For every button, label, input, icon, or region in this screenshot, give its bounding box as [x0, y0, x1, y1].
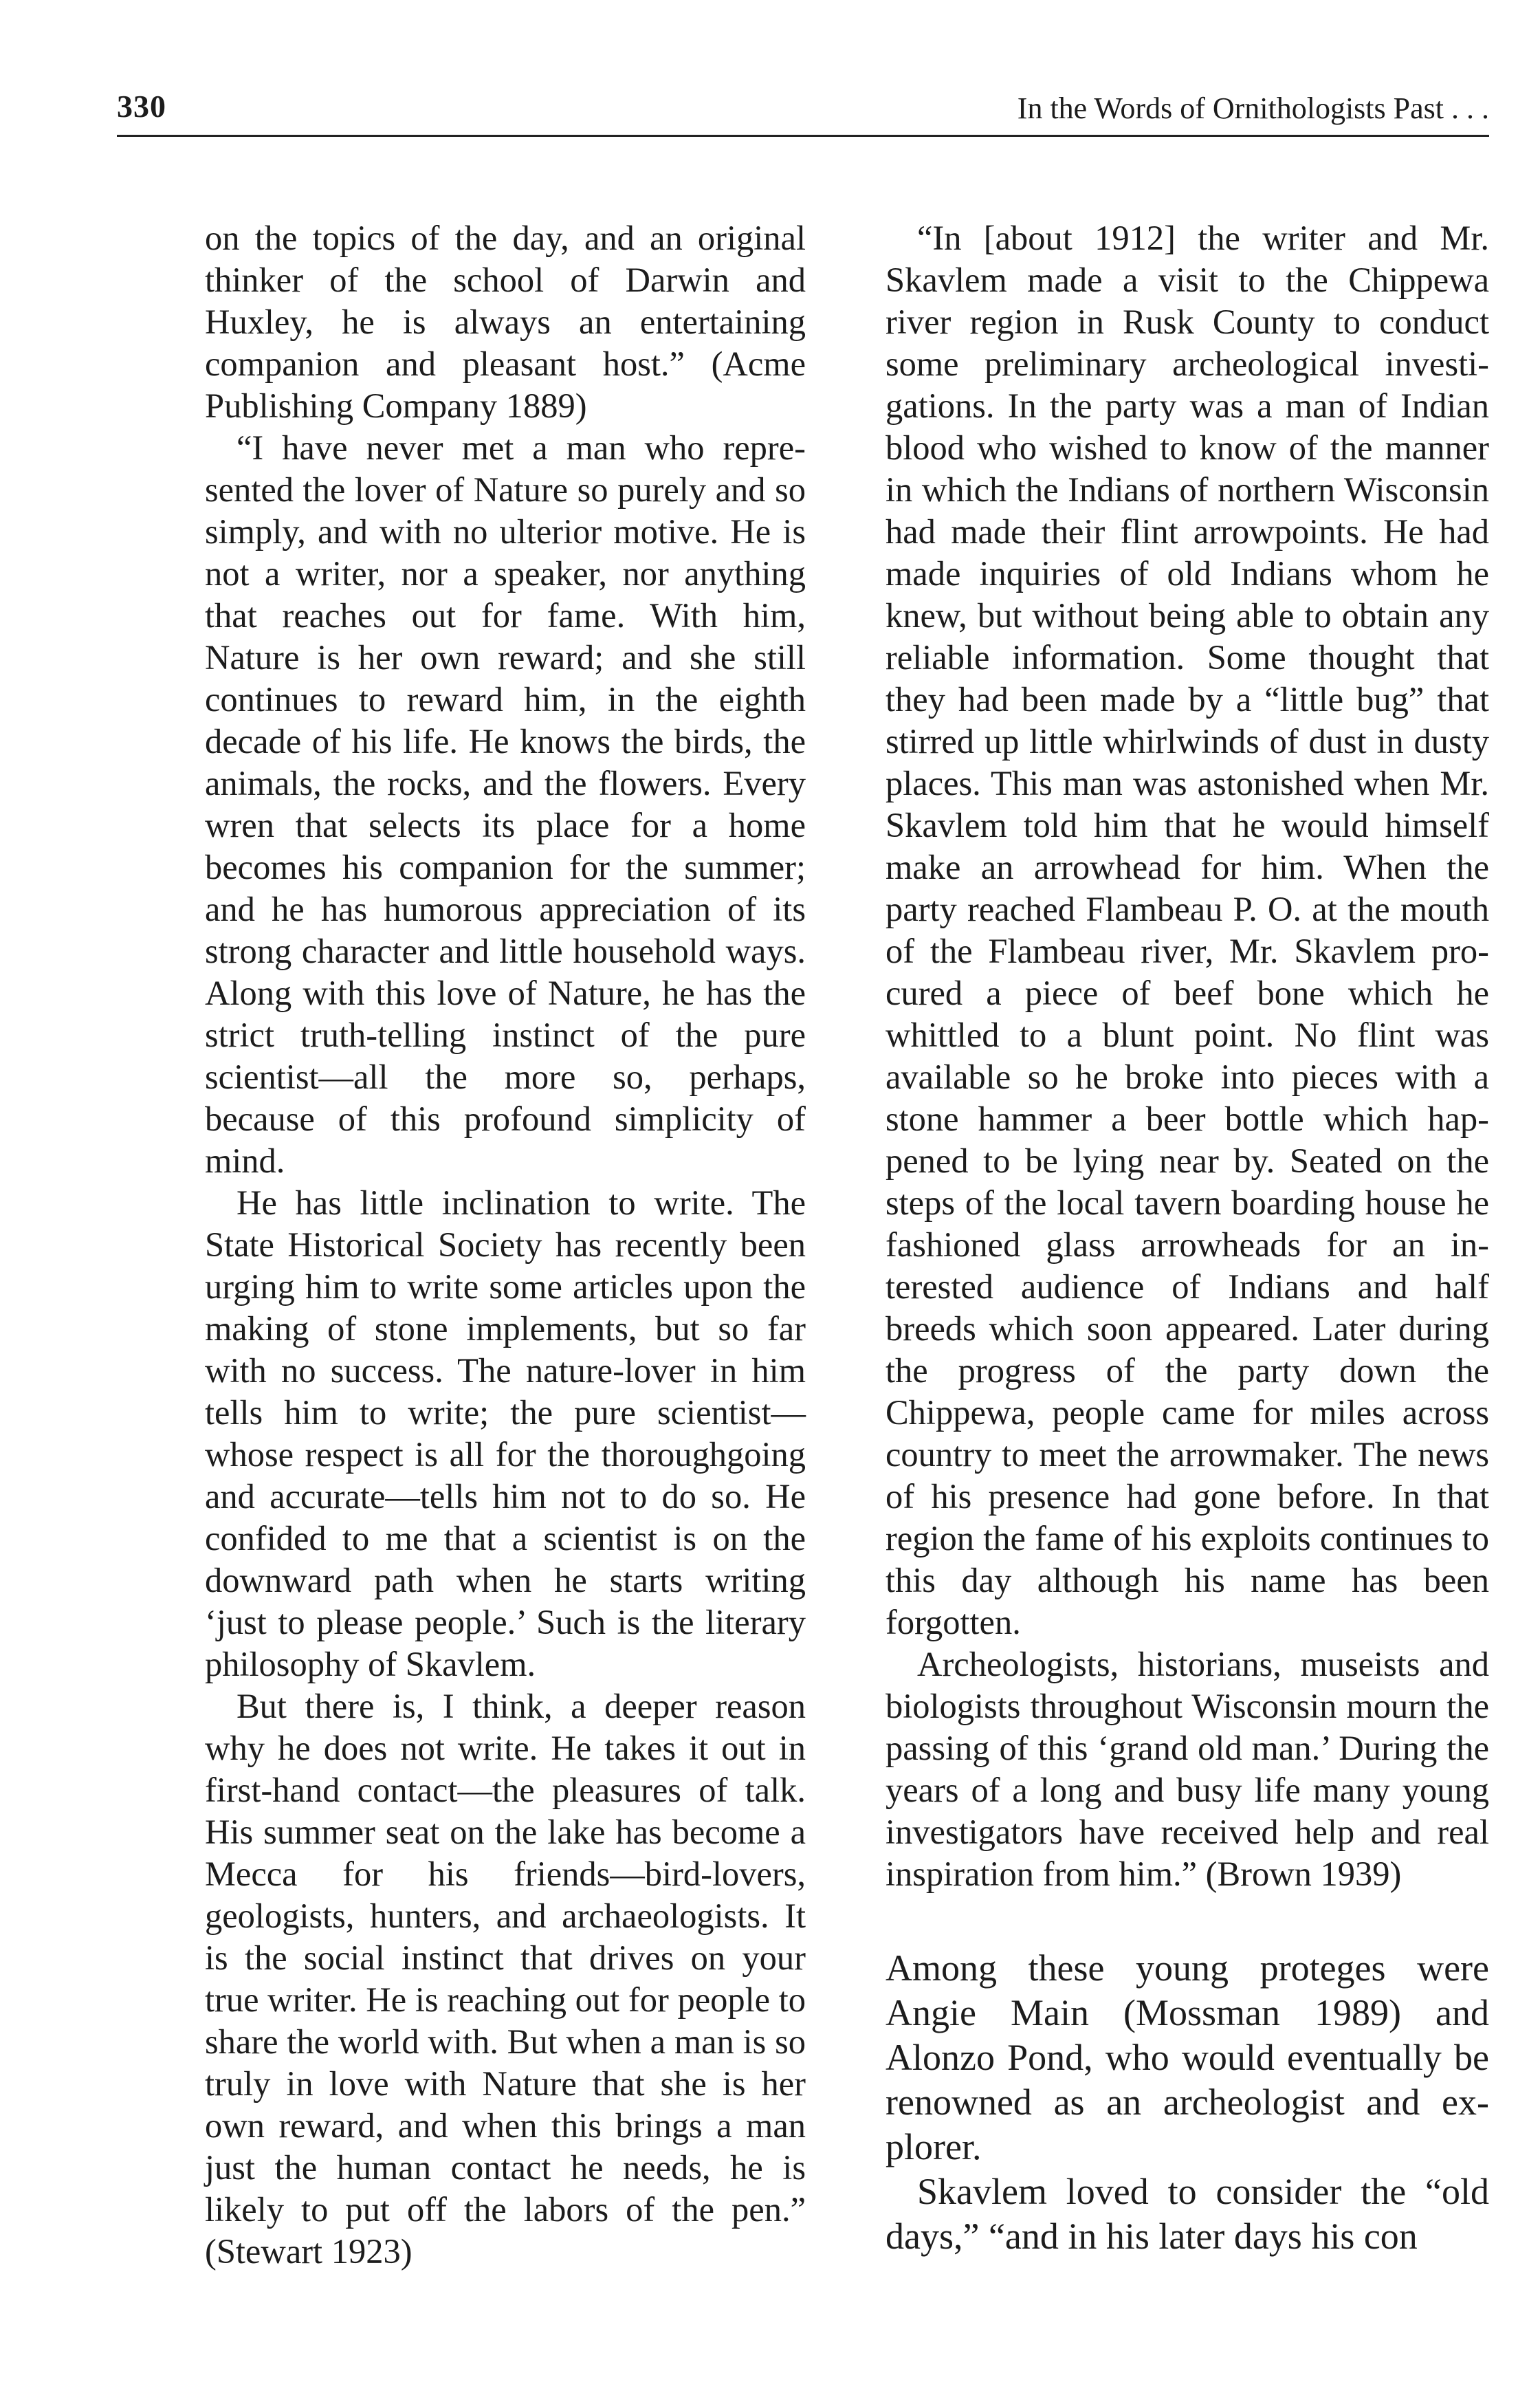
- body-paragraph: Skavlem loved to consider the “old days,” “and in his later days his con: [886, 2171, 1489, 2257]
- paragraph: He has little inclination to write. The State Historical Society has recently been urging him to write some articles upon the making of stone implements, but so far with no success. The nature-lover in him tells him to write; the pure scientist—whose respect is all for the thoroughgoing and accurate—tells him not to do so. He confided to me that a scientist is on the downward path when he starts writing ‘just to please people.’ Such is the literary philosophy of Skavlem.: [205, 1183, 806, 1683]
- paragraph: on the topics of the day, and an original thinker of the school of Darwin and Huxley, he is always an entertaining companion and pleasant host.” (Acme Publishing Company 1889): [205, 219, 806, 425]
- running-head-title: In the Words of Ornithologists Past . . .: [1017, 91, 1489, 125]
- page-number: 330: [117, 89, 166, 124]
- quote-paragraph: Archeologists, historians, museists and biologists throughout Wisconsin mourn the passing of this ‘grand old man.’ During the years of a long and busy life many young investigators have received help and real inspiration from him.” (Brown 1939): [886, 1645, 1489, 1893]
- body-paragraph: Among these young proteges were Angie Main (Mossman 1989) and Alonzo Pond, who would eventually be renowned as an archeologist and explorer.: [886, 1947, 1489, 2167]
- right-column: [886, 217, 1489, 2259]
- running-header: [117, 81, 1489, 137]
- paragraph: But there is, I think, a deeper reason why he does not write. He takes it out in first-hand contact—the pleasures of talk. His summer seat on the lake has become a Mecca for his friends—bird-lovers, geologists, hunters, and archaeologists. It is the social instinct that drives on your true writer. He is reaching out for people to share the world with. But when a man is so truly in love with Nature that she is her own reward, and when this brings a man just the human contact he needs, he is likely to put off the labors of the pen.” (Stewart 1923): [205, 1687, 806, 2271]
- paragraph: “I have never met a man who represented the lover of Nature so purely and so simply, and with no ulterior motive. He is not a writer, nor a speaker, nor anything that reaches out for fame. With him, Nature is her own reward; and she still continues to reward him, in the eighth decade of his life. He knows the birds, the animals, the rocks, and the flowers. Every wren that selects its place for a home becomes his companion for the summer; and he has humorous appreciation of its strong character and little household ways. Along with this love of Nature, he has the strict truth-telling instinct of the pure scientist—all the more so, perhaps, because of this profound simplicity of mind.: [205, 428, 806, 1180]
- quote-paragraph: “In [about 1912] the writer and Mr. Skavlem made a visit to the Chippewa river region in Rusk County to conduct some preliminary archeological investigations. In the party was a man of Indian blood who wished to know of the manner in which the Indians of northern Wisconsin had made their flint arrowpoints. He had made inquiries of old Indians whom he knew, but without being able to obtain any reliable information. Some thought that they had been made by a “little bug” that stirred up little whirlwinds of dust in dusty places. This man was astonished when Mr. Skavlem told him that he would himself make an arrowhead for him. When the party reached Flambeau P. O. at the mouth of the Flambeau river, Mr. Skavlem procured a piece of beef bone which he whittled to a blunt point. No flint was available so he broke into pieces with a stone hammer a beer bottle which happened to be lying near by. Seated on the steps of the local tavern boarding house he fashioned glass arrowheads for an interested audience of Indians and half breeds which soon appeared. Later during the progress of the party down the Chippewa, people came for miles across country to meet the arrowmaker. The news of his presence had gone before. In that region the fame of his exploits continues to this day although his name has been forgotten.: [886, 219, 1489, 1641]
- left-column: [205, 217, 806, 2273]
